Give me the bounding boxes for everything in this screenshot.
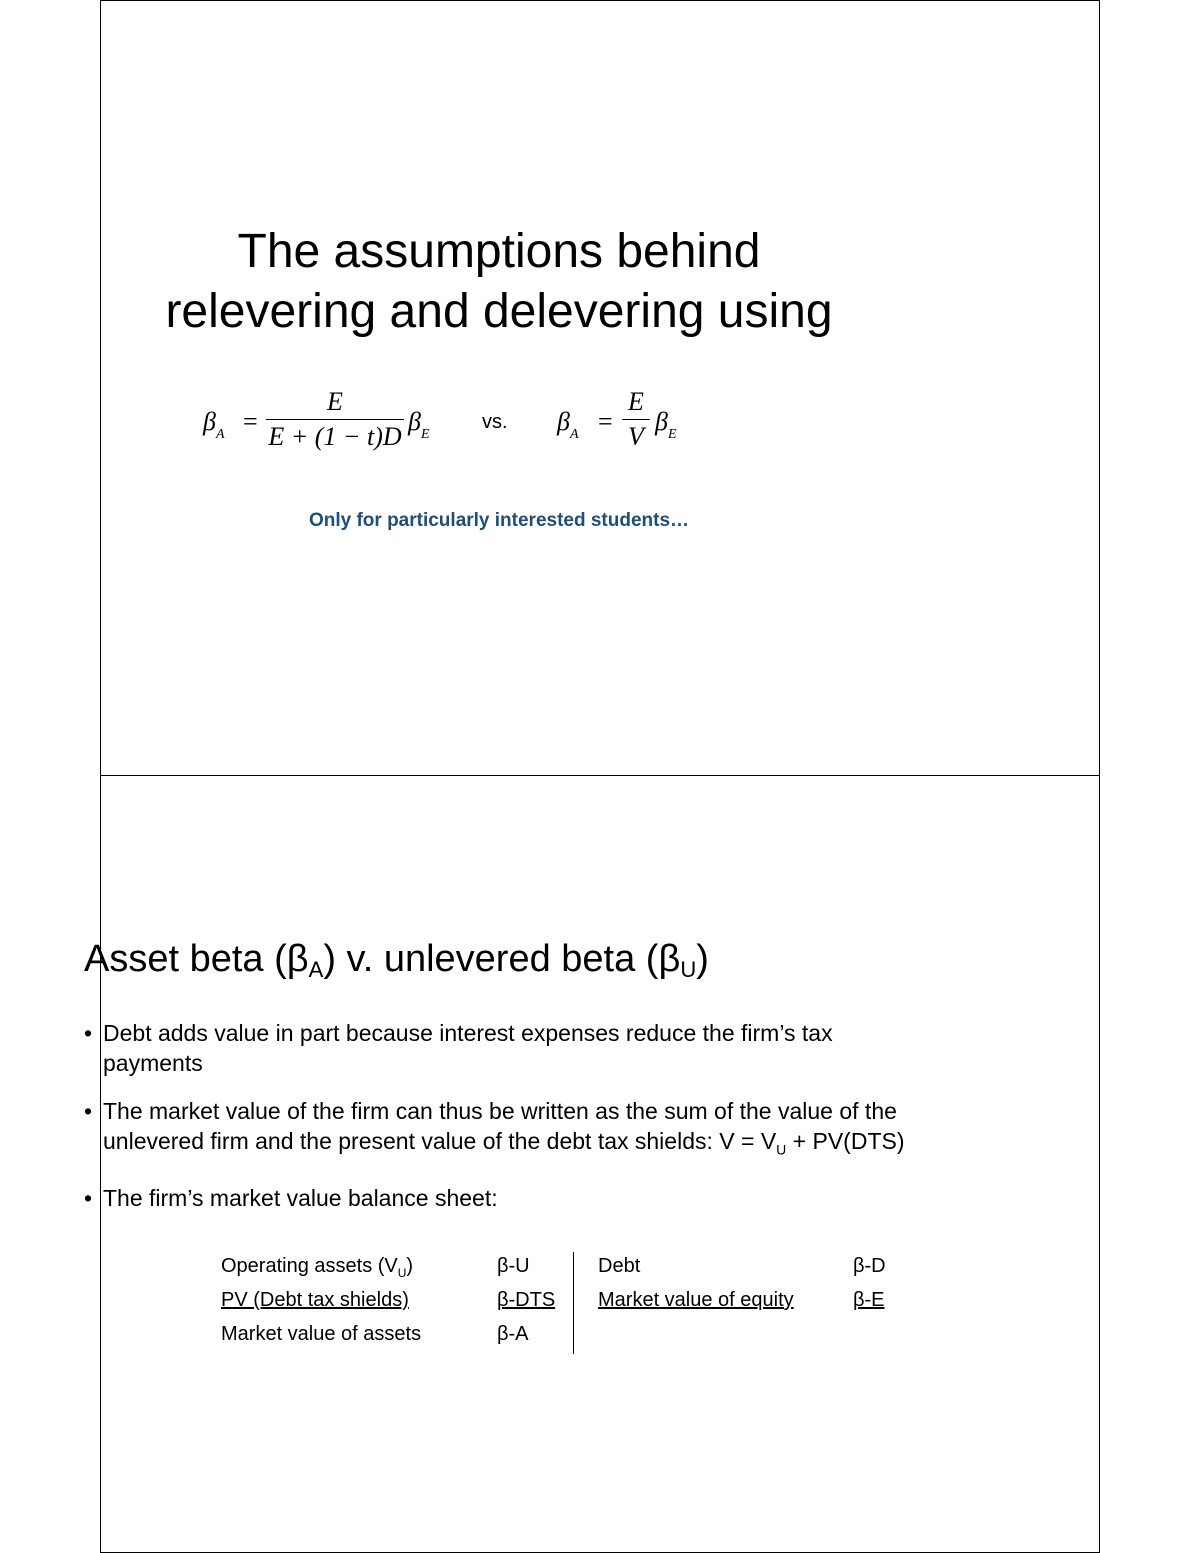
formula-right-numerator: E [628, 387, 644, 416]
formula-left-numerator: E [327, 387, 343, 416]
title-line-2: relevering and delevering using [165, 285, 833, 338]
fraction-bar [266, 419, 404, 420]
formula-right-rhs: $\beta_E$ [655, 407, 677, 442]
bs-right-beta: β-D [853, 1255, 886, 1277]
bs-left-label: Market value of assets [221, 1323, 422, 1345]
slide-1-title [0, 222, 998, 342]
title-line-1: The assumptions behind [237, 225, 761, 278]
balance-sheet-divider [573, 1252, 574, 1354]
versus-label: vs. [482, 411, 508, 433]
formula-left-denominator: E + (1 − t)D [268, 422, 402, 451]
bs-left-label: PV (Debt tax shields) [221, 1289, 409, 1311]
bs-left-beta: β-U [497, 1255, 530, 1277]
formula-left-fraction [266, 387, 404, 452]
formula-right-lhs: $\beta_A$ [557, 407, 579, 442]
formula-left-rhs: $\beta_E$ [408, 407, 430, 442]
bs-left-beta: β-DTS [497, 1289, 556, 1311]
bullet-item: • The market value of the firm can thus be written as the sum of the value of the unlevered firm and the present value of the debt tax shields: $V = V_U + PV(DTS)$ [84, 1096, 914, 1165]
bs-right-beta: β-E [853, 1289, 885, 1311]
formula-right-equals: = [598, 407, 613, 436]
bs-right-label: Market value of equity [598, 1289, 794, 1311]
formula-left-equals: = [243, 407, 258, 436]
formula-right-denominator: V [628, 422, 644, 451]
bs-right-label: Debt [598, 1255, 641, 1277]
beta-formulas [0, 385, 998, 465]
bs-left-label: Operating assets $(V_U)$ [221, 1255, 414, 1280]
bullet-list [84, 1018, 914, 1231]
fraction-bar [622, 419, 650, 420]
formula-right-fraction [622, 387, 650, 452]
interested-students-note: Only for particularly interested students… [308, 510, 690, 531]
bullet-item: • The firm’s market value balance sheet: [84, 1183, 914, 1213]
slide-2-title: Asset beta $(\beta_A)$ v. unlevered beta $(\beta_U)$ [84, 938, 709, 982]
bs-left-beta: β-A [497, 1323, 529, 1345]
bullet-item: • Debt adds value in part because interest expenses reduce the firm’s tax payments [84, 1018, 914, 1078]
formula-left-lhs: $\beta_A$ [203, 407, 225, 442]
